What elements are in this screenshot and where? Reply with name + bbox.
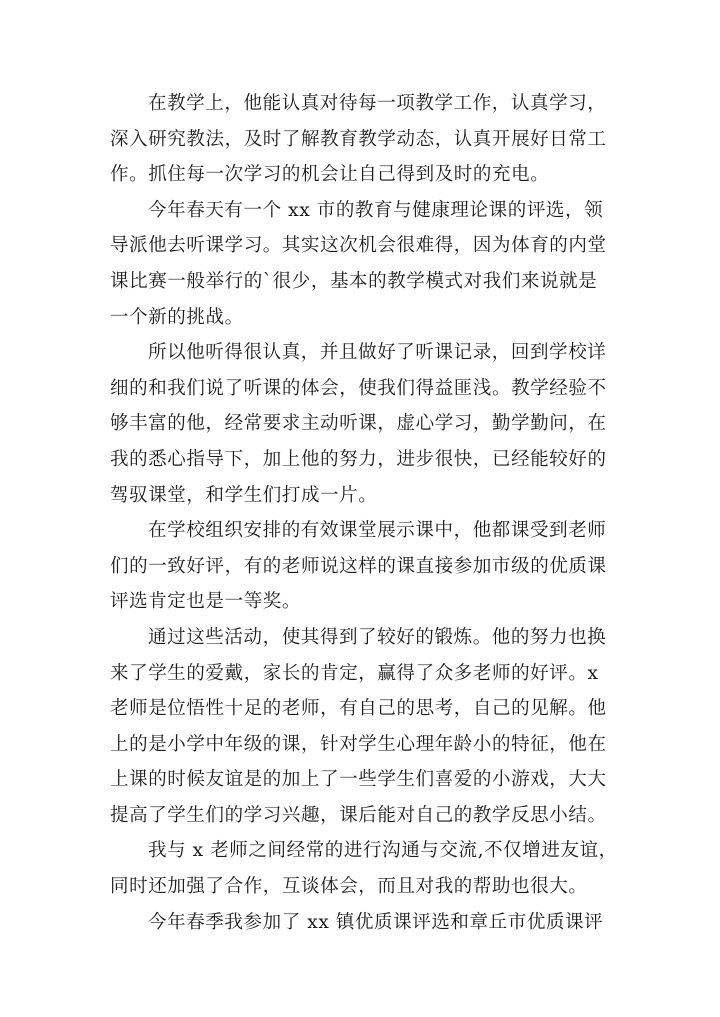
- text-line: 们的一致好评，有的老师说这样的课直接参加市级的优质课: [110, 555, 607, 577]
- text-line: 所以他听得很认真，并且做好了听课记录，回到学校详: [148, 342, 607, 364]
- text-line: 今年春季我参加了 xx 镇优质课评选和章丘市优质课评: [148, 911, 604, 933]
- text-line: 在教学上，他能认真对待每一项教学工作，认真学习，: [148, 93, 607, 114]
- text-line: 来了学生的爱戴，家长的肯定，赢得了众多老师的好评。x: [110, 662, 599, 684]
- text-line: 提高了学生们的学习兴趣，课后能对自己的教学反思小结。: [110, 804, 607, 826]
- text-line: 课比赛一般举行的`很少，基本的教学模式对我们来说就是: [110, 270, 598, 292]
- text-line: 我的悉心指导下，加上他的努力，进步很快，已经能较好的: [110, 448, 607, 470]
- text-line: 今年春天有一个 xx 市的教育与健康理论课的评选，领: [148, 199, 604, 221]
- text-line: 上的是小学中年级的课，针对学生心理年龄小的特征，他在: [110, 733, 607, 755]
- text-line: 评选肯定也是一等奖。: [110, 591, 302, 613]
- text-line: 上课的时候友谊是的加上了一些学生们喜爱的小游戏，大大: [110, 769, 607, 791]
- text-line: 作。抓住每一次学习的机会让自己得到及时的充电。: [110, 164, 550, 186]
- text-line: 我与 x 老师之间经常的进行沟通与交流,不仅增进友谊，: [148, 840, 618, 862]
- text-line: 够丰富的他，经常要求主动听课，虚心学习，勤学勤问，在: [110, 413, 607, 435]
- text-line: 驾驭课堂，和学生们打成一片。: [110, 484, 378, 506]
- text-line: 导派他去听课学习。其实这次机会很难得，因为体育的内堂: [110, 235, 607, 257]
- text-line: 同时还加强了合作，互谈体会，而且对我的帮助也很大。: [110, 876, 588, 898]
- document-body: [110, 86, 622, 940]
- text-line: 深入研究教法，及时了解教育教学动态，认真开展好日常工: [110, 128, 607, 150]
- text-line: 通过这些活动，使其得到了较好的锻炼。他的努力也换: [148, 626, 607, 648]
- text-line: 老师是位悟性十足的老师，有自己的思考，自己的见解。他: [110, 698, 607, 720]
- text-line: 在学校组织安排的有效课堂展示课中，他都课受到老师: [148, 520, 607, 542]
- text-line: 一个新的挑战。: [110, 306, 244, 328]
- text-line: 细的和我们说了听课的体会，使我们得益匪浅。教学经验不: [110, 377, 607, 399]
